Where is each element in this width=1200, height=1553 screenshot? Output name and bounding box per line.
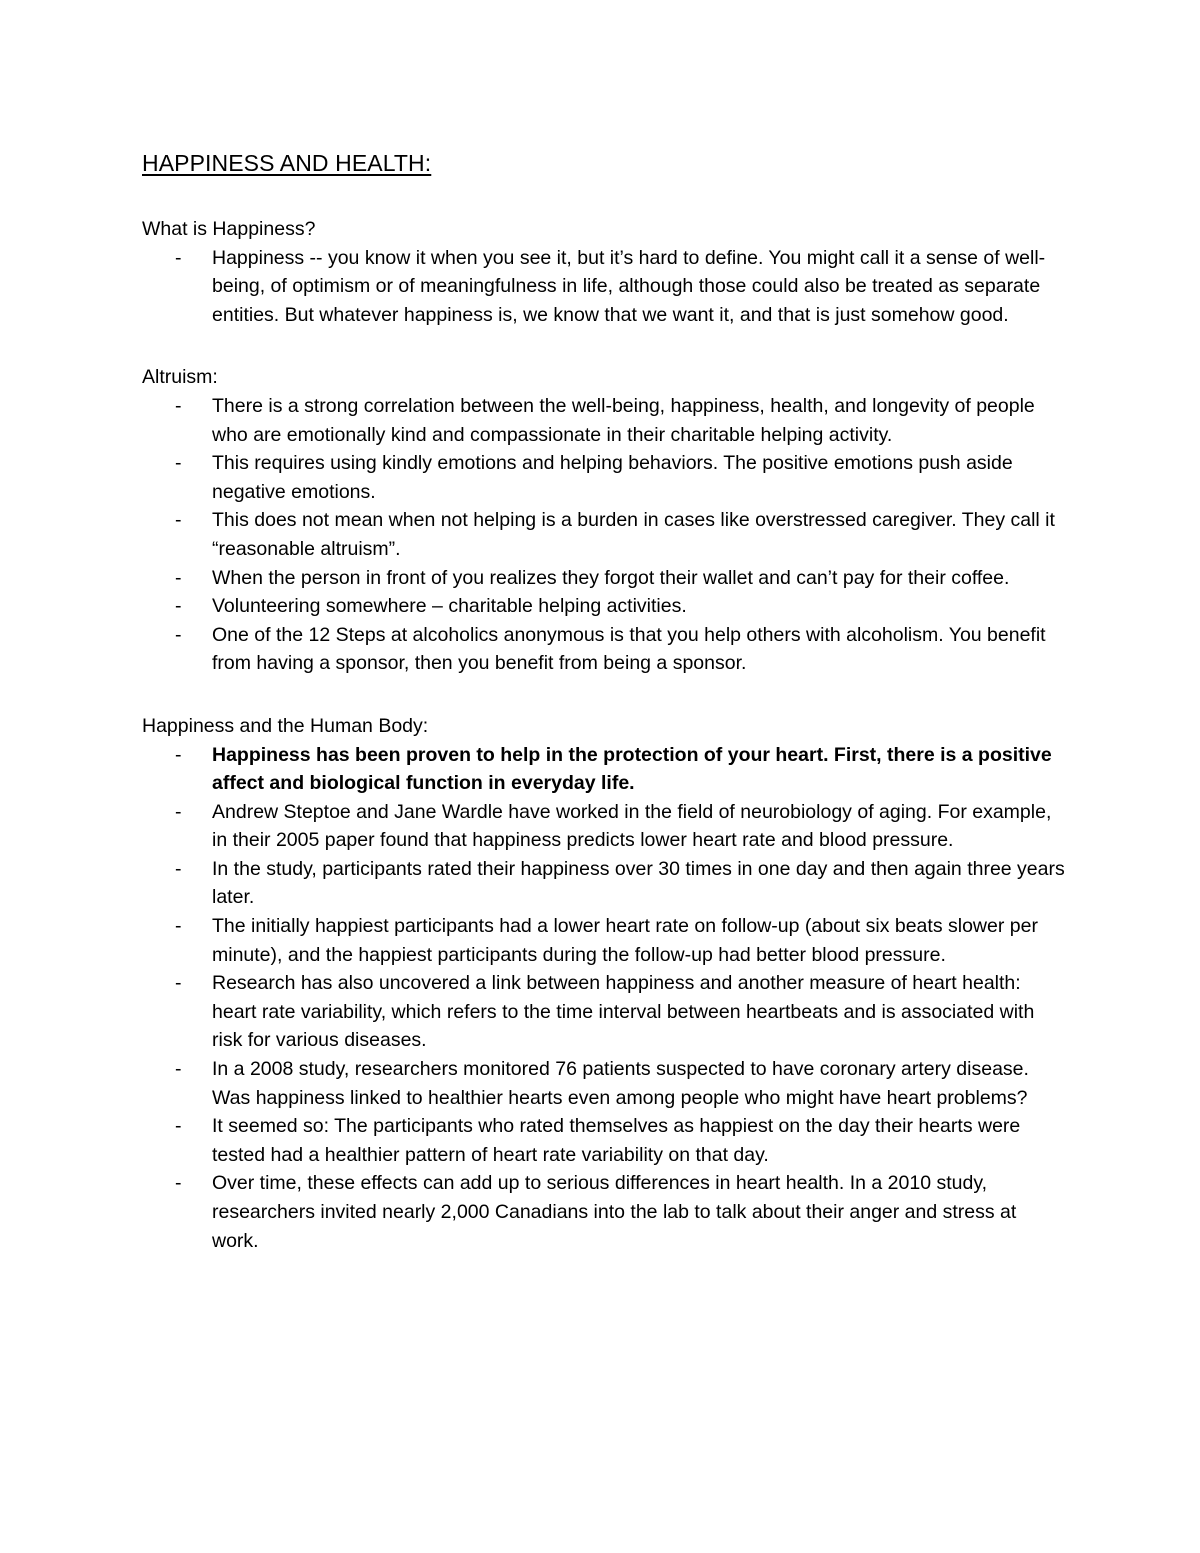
list-item — [142, 392, 1067, 449]
list-item-text: In the study, participants rated their happiness over 30 times in one day and then again three years later. — [212, 857, 1065, 909]
bullet-dash: - — [175, 915, 182, 938]
bullet-dash: - — [175, 246, 182, 269]
section-happiness-and-human-body — [142, 712, 1067, 1255]
list-item-text: The initially happiest participants had a lower heart rate on follow-up (about six beats slower per minute), and the happiest participants during the follow-up had better blood pressure. — [212, 915, 1038, 966]
bullet-dash: - — [175, 857, 182, 880]
bullet-dash: - — [175, 509, 182, 532]
list-item — [142, 969, 1067, 1055]
list-item-text: This does not mean when not helping is a burden in cases like overstressed caregiver. They call it “reasonable altruism”. — [212, 509, 1055, 560]
bullet-dash: - — [175, 800, 182, 823]
list-item-text: Happiness -- you know it when you see it, but it’s hard to define. You might call it a sense of well-being, of optimism or of meaningfulness in life, although those could also be treated as separate entities. But whatever happiness is, we know that we want it, and that is just somehow good. — [212, 246, 1046, 326]
list-item-text: Over time, these effects can add up to serious differences in heart health. In a 2010 study, researchers invited nearly 2,000 Canadians into the lab to talk about their anger and stress at work. — [212, 1172, 1017, 1252]
list-item-text: There is a strong correlation between the well-being, happiness, health, and longevity of people who are emotionally kind and compassionate in their charitable helping activity. — [212, 394, 1035, 446]
list-item-text: One of the 12 Steps at alcoholics anonymous is that you help others with alcoholism. You benefit from having a sponsor, then you benefit from being a sponsor. — [212, 623, 1046, 675]
list-item-text: It seemed so: The participants who rated themselves as happiest on the day their hearts were tested had a healthier pattern of heart rate variability on that day. — [212, 1115, 1021, 1166]
bullet-dash: - — [175, 623, 182, 646]
list-item-text: Andrew Steptoe and Jane Wardle have worked in the field of neurobiology of aging. For example, in their 2005 paper found that happiness predicts lower heart rate and blood pressure. — [212, 800, 1052, 852]
document-title: HAPPINESS AND HEALTH: — [142, 150, 432, 176]
list-item — [142, 1055, 1067, 1112]
list-item — [142, 912, 1067, 969]
bullet-list — [142, 741, 1067, 1256]
list-item — [142, 798, 1067, 855]
section-heading: Altruism: — [142, 366, 218, 389]
section-what-is-happiness — [142, 215, 1067, 329]
list-item-text: When the person in front of you realizes they forgot their wallet and can’t pay for their coffee. — [212, 566, 1010, 589]
list-item-text: This requires using kindly emotions and helping behaviors. The positive emotions push aside negative emotions. — [212, 452, 1013, 503]
section-altruism — [142, 363, 1067, 678]
section-heading: Happiness and the Human Body: — [142, 714, 429, 737]
list-item — [142, 1169, 1067, 1255]
bullet-dash: - — [175, 566, 182, 589]
list-item-text: In a 2008 study, researchers monitored 76 patients suspected to have coronary artery disease. Was happiness linked to healthier hearts even among people who might have heart problems? — [212, 1058, 1029, 1109]
bullet-list — [142, 244, 1067, 330]
list-item — [142, 741, 1067, 798]
bullet-dash: - — [175, 1172, 182, 1195]
list-item-text: Research has also uncovered a link between happiness and another measure of heart health: heart rate variability, which refers to the time interval between heartbeats and is associated with risk for various diseases. — [212, 972, 1035, 1052]
list-item — [142, 506, 1067, 563]
bullet-dash: - — [175, 452, 182, 475]
list-item-text: Volunteering somewhere – charitable helping activities. — [212, 595, 687, 618]
list-item — [142, 592, 1067, 621]
list-item — [142, 1112, 1067, 1169]
bullet-dash: - — [175, 1115, 182, 1138]
bullet-dash: - — [175, 394, 182, 417]
list-item-text: Happiness has been proven to help in the protection of your heart. First, there is a positive affect and biological function in everyday life. — [212, 743, 1052, 795]
list-item — [142, 855, 1067, 912]
section-heading: What is Happiness? — [142, 218, 316, 240]
bullet-dash: - — [175, 595, 182, 618]
bullet-dash: - — [175, 972, 182, 995]
document-page — [142, 148, 1067, 1255]
bullet-dash: - — [175, 743, 182, 766]
bullet-dash: - — [175, 1058, 182, 1081]
list-item — [142, 621, 1067, 678]
list-item — [142, 449, 1067, 506]
bullet-list — [142, 392, 1067, 678]
list-item — [142, 564, 1067, 593]
list-item — [142, 244, 1067, 330]
